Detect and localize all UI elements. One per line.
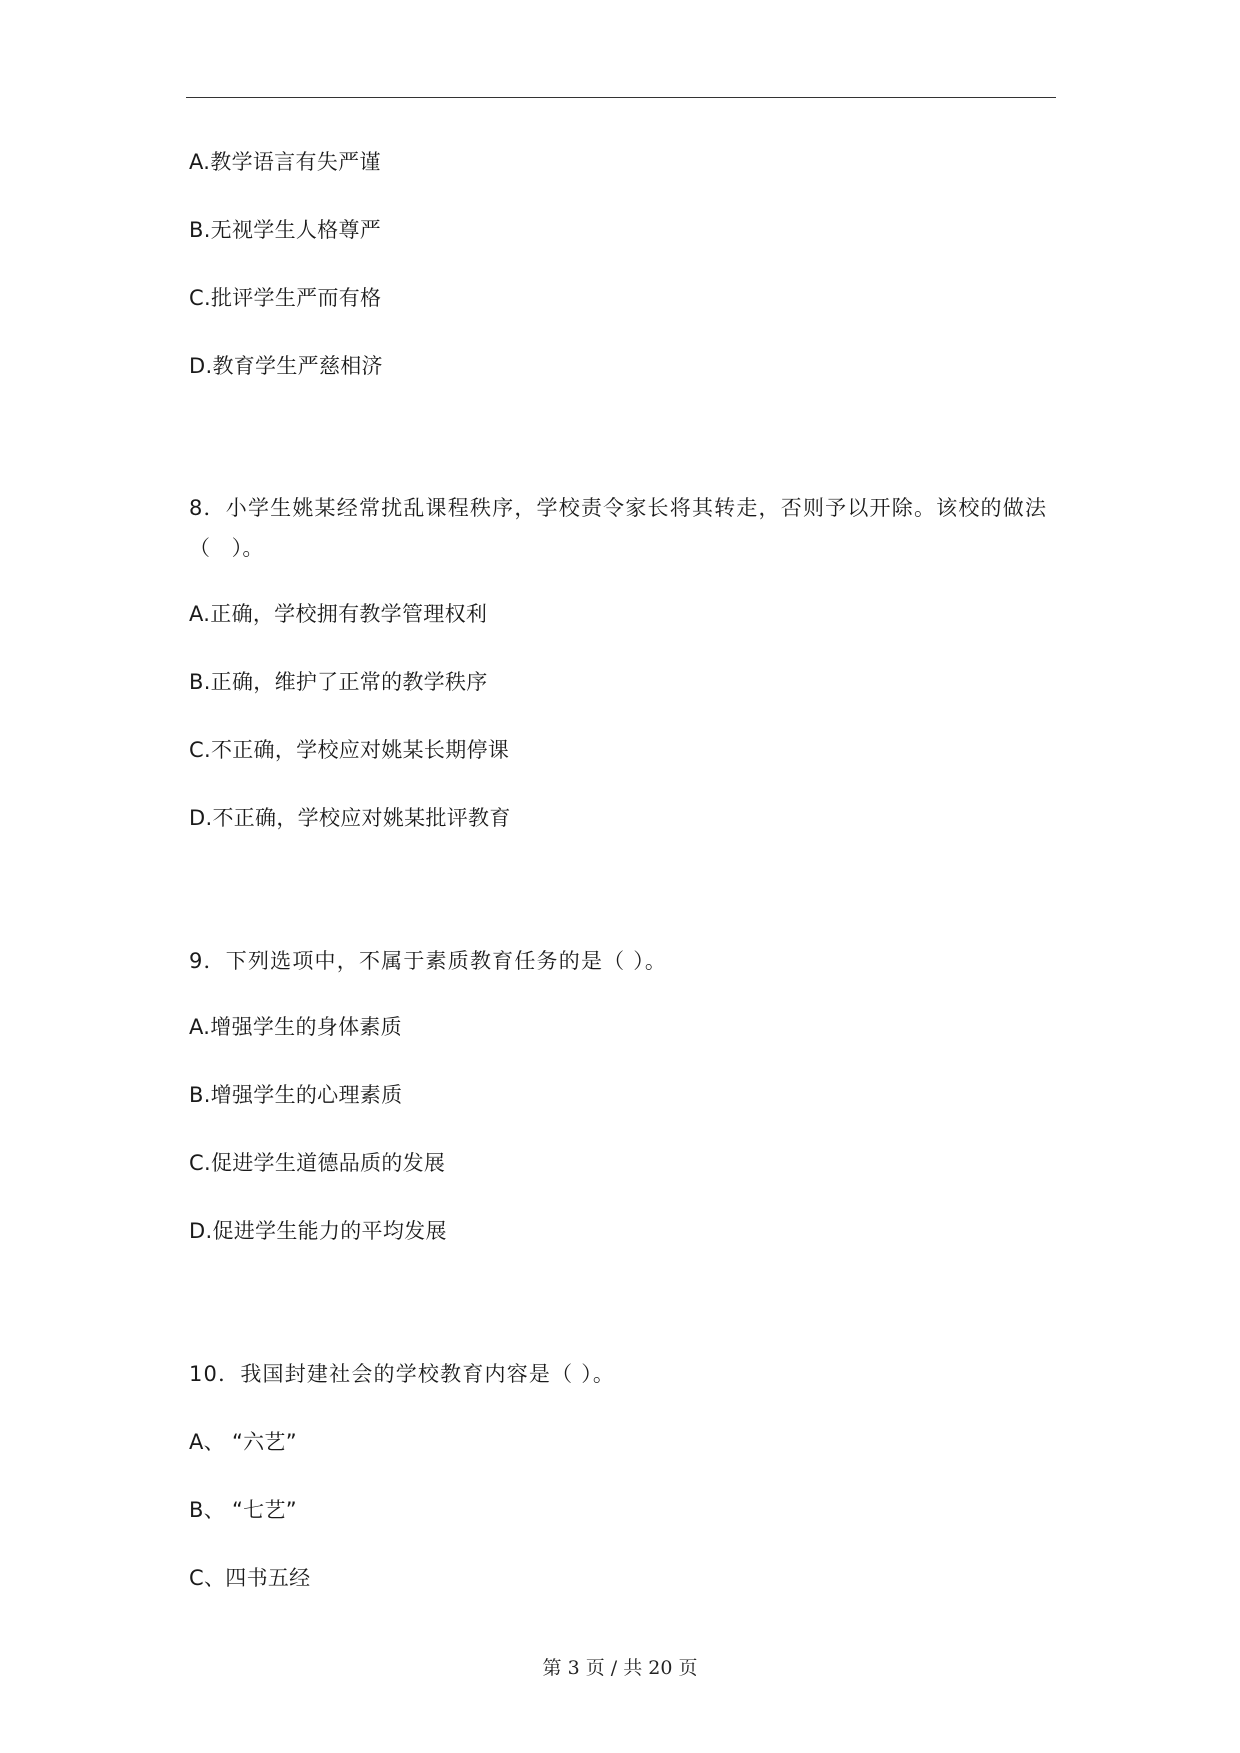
question-8-option-b: B.正确，维护了正常的教学秩序 bbox=[189, 670, 488, 694]
question-9-stem: 9．下列选项中，不属于素质教育任务的是（ ）。 bbox=[189, 949, 668, 973]
question-8-option-d: D.不正确，学校应对姚某批评教育 bbox=[189, 806, 511, 830]
header-rule bbox=[186, 97, 1056, 98]
question-10-option-a: A、 “六艺” bbox=[189, 1430, 297, 1454]
question-8-stem-line1: 8．小学生姚某经常扰乱课程秩序，学校责令家长将其转走，否则予以开除。该校的做法 bbox=[189, 496, 1048, 520]
prev-question-option-b: B.无视学生人格尊严 bbox=[189, 218, 382, 242]
prev-question-option-d: D.教育学生严慈相济 bbox=[189, 354, 383, 378]
question-8-stem-line2: （ ）。 bbox=[189, 536, 264, 560]
question-10-stem: 10．我国封建社会的学校教育内容是（ ）。 bbox=[189, 1362, 616, 1386]
question-10-option-b: B、 “七艺” bbox=[189, 1498, 297, 1522]
question-9-option-a: A.增强学生的身体素质 bbox=[189, 1015, 402, 1039]
question-10-option-c: C、四书五经 bbox=[189, 1566, 311, 1590]
question-9-option-c: C.促进学生道德品质的发展 bbox=[189, 1151, 446, 1175]
prev-question-option-c: C.批评学生严而有格 bbox=[189, 286, 382, 310]
question-9-option-d: D.促进学生能力的平均发展 bbox=[189, 1219, 447, 1243]
question-9-option-b: B.增强学生的心理素质 bbox=[189, 1083, 403, 1107]
page-footer: 第 3 页 / 共 20 页 bbox=[542, 1657, 698, 1679]
question-8-option-a: A.正确，学校拥有教学管理权利 bbox=[189, 602, 488, 626]
prev-question-option-a: A.教学语言有失严谨 bbox=[189, 150, 381, 174]
question-8-option-c: C.不正确，学校应对姚某长期停课 bbox=[189, 738, 510, 762]
